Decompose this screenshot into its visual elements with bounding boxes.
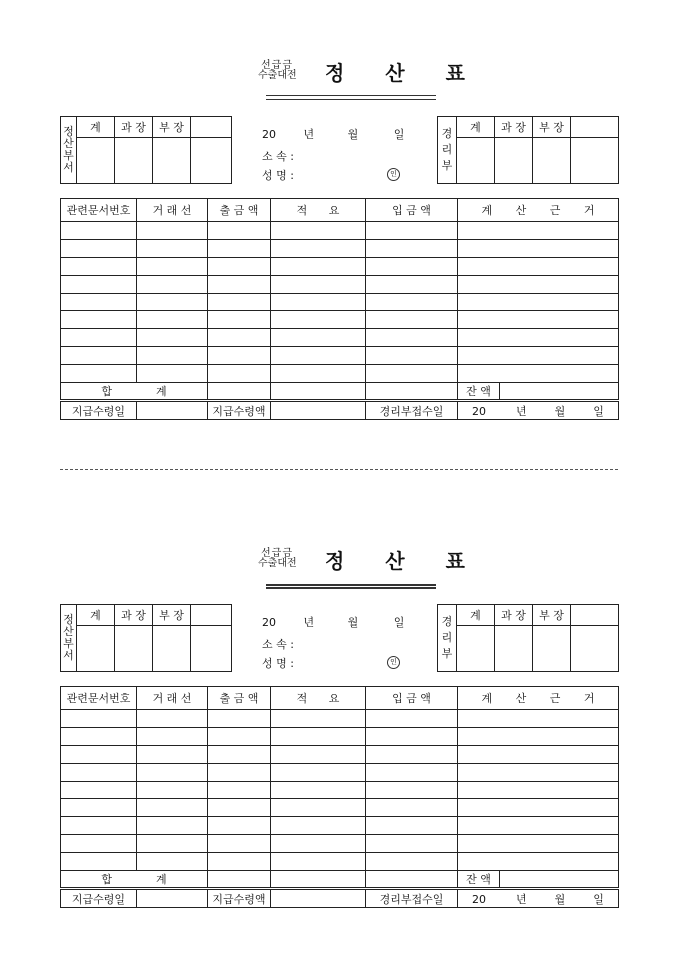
main-title: 정 산 표 bbox=[325, 549, 482, 573]
total-desc[interactable] bbox=[271, 383, 366, 401]
total-deposit[interactable] bbox=[366, 383, 458, 401]
cell[interactable] bbox=[137, 835, 208, 853]
cell[interactable] bbox=[366, 329, 458, 347]
signature-box[interactable] bbox=[153, 138, 191, 184]
cell[interactable] bbox=[208, 365, 271, 383]
signature-box[interactable] bbox=[77, 138, 115, 184]
cell[interactable] bbox=[271, 222, 366, 240]
cell[interactable] bbox=[271, 329, 366, 347]
balance-label: 잔 액 bbox=[458, 871, 500, 889]
affiliation-label: 소 속 : bbox=[262, 150, 294, 163]
receipt-amount-label: 지급수령액 bbox=[208, 889, 271, 908]
col-header: 입 금 액 bbox=[366, 687, 458, 710]
date-line: 20 년 월 일 bbox=[262, 616, 405, 629]
receipt-amount-label: 지급수령액 bbox=[208, 401, 271, 420]
receipt-date-field[interactable] bbox=[137, 889, 208, 908]
cell[interactable] bbox=[458, 781, 619, 799]
cell[interactable] bbox=[366, 257, 458, 275]
signature-box[interactable] bbox=[191, 138, 232, 184]
cell[interactable] bbox=[61, 329, 137, 347]
signature-box[interactable] bbox=[571, 138, 619, 184]
cell[interactable] bbox=[137, 347, 208, 365]
settlement-form-2 bbox=[0, 545, 680, 925]
approval-header bbox=[571, 605, 619, 626]
receipt-date-label: 지급수령일 bbox=[61, 889, 137, 908]
cell[interactable] bbox=[366, 817, 458, 835]
cell[interactable] bbox=[366, 347, 458, 365]
receipt-amount-field[interactable] bbox=[271, 889, 366, 908]
cell[interactable] bbox=[366, 275, 458, 293]
cell[interactable] bbox=[458, 817, 619, 835]
cell[interactable] bbox=[137, 745, 208, 763]
cell[interactable] bbox=[137, 293, 208, 311]
cell[interactable] bbox=[366, 727, 458, 745]
col-header: 계 산 근 거 bbox=[458, 199, 619, 222]
signature-box[interactable] bbox=[495, 626, 533, 672]
cell[interactable] bbox=[366, 799, 458, 817]
cell[interactable] bbox=[61, 817, 137, 835]
col-header: 계 산 근 거 bbox=[458, 687, 619, 710]
cell[interactable] bbox=[61, 745, 137, 763]
cell[interactable] bbox=[271, 293, 366, 311]
cell[interactable] bbox=[458, 257, 619, 275]
signature-box[interactable] bbox=[191, 626, 232, 672]
cell[interactable] bbox=[137, 239, 208, 257]
cell[interactable] bbox=[208, 275, 271, 293]
affiliation-label: 소 속 : bbox=[262, 638, 294, 651]
approval-header: 계 bbox=[457, 605, 495, 626]
cell[interactable] bbox=[458, 239, 619, 257]
cell[interactable] bbox=[271, 710, 366, 728]
accounting-date-field[interactable]: 20 년 월 일 bbox=[458, 401, 619, 420]
cell[interactable] bbox=[208, 763, 271, 781]
cell[interactable] bbox=[137, 275, 208, 293]
approval-header bbox=[191, 605, 232, 626]
receipt-date-field[interactable] bbox=[137, 401, 208, 420]
cell[interactable] bbox=[61, 781, 137, 799]
cell[interactable] bbox=[61, 835, 137, 853]
cell[interactable] bbox=[458, 853, 619, 871]
name-label: 성 명 : bbox=[262, 657, 294, 670]
settlement-table bbox=[60, 198, 619, 420]
title-sub-line2: 수출대전 bbox=[258, 70, 297, 81]
cell[interactable] bbox=[137, 710, 208, 728]
cell[interactable] bbox=[271, 853, 366, 871]
cell[interactable] bbox=[271, 311, 366, 329]
cell[interactable] bbox=[137, 781, 208, 799]
cell[interactable] bbox=[271, 781, 366, 799]
accounting-date-field[interactable]: 20 년 월 일 bbox=[458, 889, 619, 908]
cell[interactable] bbox=[366, 745, 458, 763]
settlement-dept-approval bbox=[60, 116, 232, 184]
cell[interactable] bbox=[208, 311, 271, 329]
total-deposit[interactable] bbox=[366, 871, 458, 889]
col-header: 출 금 액 bbox=[208, 199, 271, 222]
cell[interactable] bbox=[208, 347, 271, 365]
cell[interactable] bbox=[208, 745, 271, 763]
cell[interactable] bbox=[271, 365, 366, 383]
title-underline bbox=[266, 584, 436, 589]
signature-box[interactable] bbox=[457, 138, 495, 184]
signature-box[interactable] bbox=[533, 626, 571, 672]
cell[interactable] bbox=[366, 853, 458, 871]
total-label: 합 계 bbox=[61, 871, 208, 889]
approval-header bbox=[571, 117, 619, 138]
cell[interactable] bbox=[271, 799, 366, 817]
cell[interactable] bbox=[458, 727, 619, 745]
cell[interactable] bbox=[208, 710, 271, 728]
approval-header: 부 장 bbox=[153, 117, 191, 138]
cell[interactable] bbox=[61, 853, 137, 871]
title-underline bbox=[266, 95, 436, 100]
col-header: 입 금 액 bbox=[366, 199, 458, 222]
cell[interactable] bbox=[137, 365, 208, 383]
cell[interactable] bbox=[137, 853, 208, 871]
cell[interactable] bbox=[208, 853, 271, 871]
cell[interactable] bbox=[366, 365, 458, 383]
cell[interactable] bbox=[458, 347, 619, 365]
title-sub-line1: 선급금 bbox=[261, 60, 293, 71]
cell[interactable] bbox=[137, 817, 208, 835]
title-sub-line1: 선급금 bbox=[261, 548, 293, 559]
cell[interactable] bbox=[271, 727, 366, 745]
cell[interactable] bbox=[271, 347, 366, 365]
cell[interactable] bbox=[271, 257, 366, 275]
cell[interactable] bbox=[137, 329, 208, 347]
signature-box[interactable] bbox=[495, 138, 533, 184]
cell[interactable] bbox=[208, 257, 271, 275]
col-header: 거 래 선 bbox=[137, 199, 208, 222]
side-label: 경리부 bbox=[438, 117, 457, 184]
cell[interactable] bbox=[458, 329, 619, 347]
receipt-date-label: 지급수령일 bbox=[61, 401, 137, 420]
cell[interactable] bbox=[458, 710, 619, 728]
approval-header: 과 장 bbox=[115, 605, 153, 626]
cell[interactable] bbox=[137, 799, 208, 817]
title-sub-line2: 수출대전 bbox=[258, 558, 297, 569]
cell[interactable] bbox=[271, 817, 366, 835]
col-header: 관련문서번호 bbox=[61, 199, 137, 222]
cell[interactable] bbox=[271, 745, 366, 763]
cell[interactable] bbox=[208, 293, 271, 311]
cut-line bbox=[60, 469, 618, 470]
signature-box[interactable] bbox=[533, 138, 571, 184]
approval-header: 과 장 bbox=[495, 605, 533, 626]
cell[interactable] bbox=[271, 275, 366, 293]
side-label: 정산부서 bbox=[61, 117, 77, 184]
cell[interactable] bbox=[208, 799, 271, 817]
cell[interactable] bbox=[208, 222, 271, 240]
cell[interactable] bbox=[366, 781, 458, 799]
seal-icon: 인 bbox=[387, 168, 400, 181]
cell[interactable] bbox=[61, 347, 137, 365]
cell[interactable] bbox=[208, 329, 271, 347]
approval-header: 부 장 bbox=[153, 605, 191, 626]
cell[interactable] bbox=[61, 311, 137, 329]
cell[interactable] bbox=[458, 365, 619, 383]
cell[interactable] bbox=[137, 763, 208, 781]
settlement-dept-approval bbox=[60, 604, 232, 672]
cell[interactable] bbox=[61, 257, 137, 275]
signature-box[interactable] bbox=[115, 138, 153, 184]
cell[interactable] bbox=[271, 239, 366, 257]
col-header: 거 래 선 bbox=[137, 687, 208, 710]
approval-header: 과 장 bbox=[115, 117, 153, 138]
col-header: 적 요 bbox=[271, 687, 366, 710]
form-title bbox=[0, 57, 680, 117]
cell[interactable] bbox=[61, 710, 137, 728]
cell[interactable] bbox=[458, 275, 619, 293]
approval-header bbox=[191, 117, 232, 138]
cell[interactable] bbox=[61, 293, 137, 311]
name-label: 성 명 : bbox=[262, 169, 294, 182]
cell[interactable] bbox=[366, 710, 458, 728]
accounting-dept-approval bbox=[437, 116, 619, 184]
settlement-table bbox=[60, 686, 619, 908]
cell[interactable] bbox=[458, 222, 619, 240]
cell[interactable] bbox=[137, 311, 208, 329]
side-label: 경리부 bbox=[438, 605, 457, 672]
cell[interactable] bbox=[208, 727, 271, 745]
approval-header: 과 장 bbox=[495, 117, 533, 138]
settlement-form-1 bbox=[0, 57, 680, 437]
cell[interactable] bbox=[458, 763, 619, 781]
cell[interactable] bbox=[271, 763, 366, 781]
col-header: 관련문서번호 bbox=[61, 687, 137, 710]
cell[interactable] bbox=[366, 835, 458, 853]
total-desc[interactable] bbox=[271, 871, 366, 889]
cell[interactable] bbox=[208, 239, 271, 257]
col-header: 적 요 bbox=[271, 199, 366, 222]
signature-box[interactable] bbox=[457, 626, 495, 672]
main-title: 정 산 표 bbox=[325, 61, 482, 85]
cell[interactable] bbox=[458, 293, 619, 311]
side-label: 정산부서 bbox=[61, 605, 77, 672]
cell[interactable] bbox=[61, 799, 137, 817]
cell[interactable] bbox=[137, 222, 208, 240]
approval-header: 부 장 bbox=[533, 117, 571, 138]
total-label: 합 계 bbox=[61, 383, 208, 401]
cell[interactable] bbox=[458, 835, 619, 853]
cell[interactable] bbox=[458, 799, 619, 817]
cell[interactable] bbox=[366, 222, 458, 240]
date-line: 20 년 월 일 bbox=[262, 128, 405, 141]
cell[interactable] bbox=[61, 222, 137, 240]
cell[interactable] bbox=[61, 727, 137, 745]
col-header: 출 금 액 bbox=[208, 687, 271, 710]
cell[interactable] bbox=[208, 781, 271, 799]
total-withdrawal[interactable] bbox=[208, 383, 271, 401]
cell[interactable] bbox=[366, 239, 458, 257]
cell[interactable] bbox=[61, 365, 137, 383]
receipt-amount-field[interactable] bbox=[271, 401, 366, 420]
cell[interactable] bbox=[366, 763, 458, 781]
accounting-date-label: 경리부접수일 bbox=[366, 889, 458, 908]
cell[interactable] bbox=[458, 745, 619, 763]
balance-value[interactable] bbox=[500, 383, 619, 401]
form-title bbox=[0, 545, 680, 605]
signature-box[interactable] bbox=[77, 626, 115, 672]
seal-icon: 인 bbox=[387, 656, 400, 669]
accounting-date-label: 경리부접수일 bbox=[366, 401, 458, 420]
signature-box[interactable] bbox=[153, 626, 191, 672]
cell[interactable] bbox=[458, 311, 619, 329]
balance-value[interactable] bbox=[500, 871, 619, 889]
cell[interactable] bbox=[271, 835, 366, 853]
cell[interactable] bbox=[61, 239, 137, 257]
cell[interactable] bbox=[366, 293, 458, 311]
cell[interactable] bbox=[208, 835, 271, 853]
cell[interactable] bbox=[61, 763, 137, 781]
accounting-dept-approval bbox=[437, 604, 619, 672]
signature-box[interactable] bbox=[115, 626, 153, 672]
cell[interactable] bbox=[208, 817, 271, 835]
approval-header: 계 bbox=[457, 117, 495, 138]
approval-header: 계 bbox=[77, 605, 115, 626]
signature-box[interactable] bbox=[571, 626, 619, 672]
cell[interactable] bbox=[137, 257, 208, 275]
cell[interactable] bbox=[137, 727, 208, 745]
approval-header: 계 bbox=[77, 117, 115, 138]
approval-header: 부 장 bbox=[533, 605, 571, 626]
cell[interactable] bbox=[61, 275, 137, 293]
total-withdrawal[interactable] bbox=[208, 871, 271, 889]
balance-label: 잔 액 bbox=[458, 383, 500, 401]
cell[interactable] bbox=[366, 311, 458, 329]
